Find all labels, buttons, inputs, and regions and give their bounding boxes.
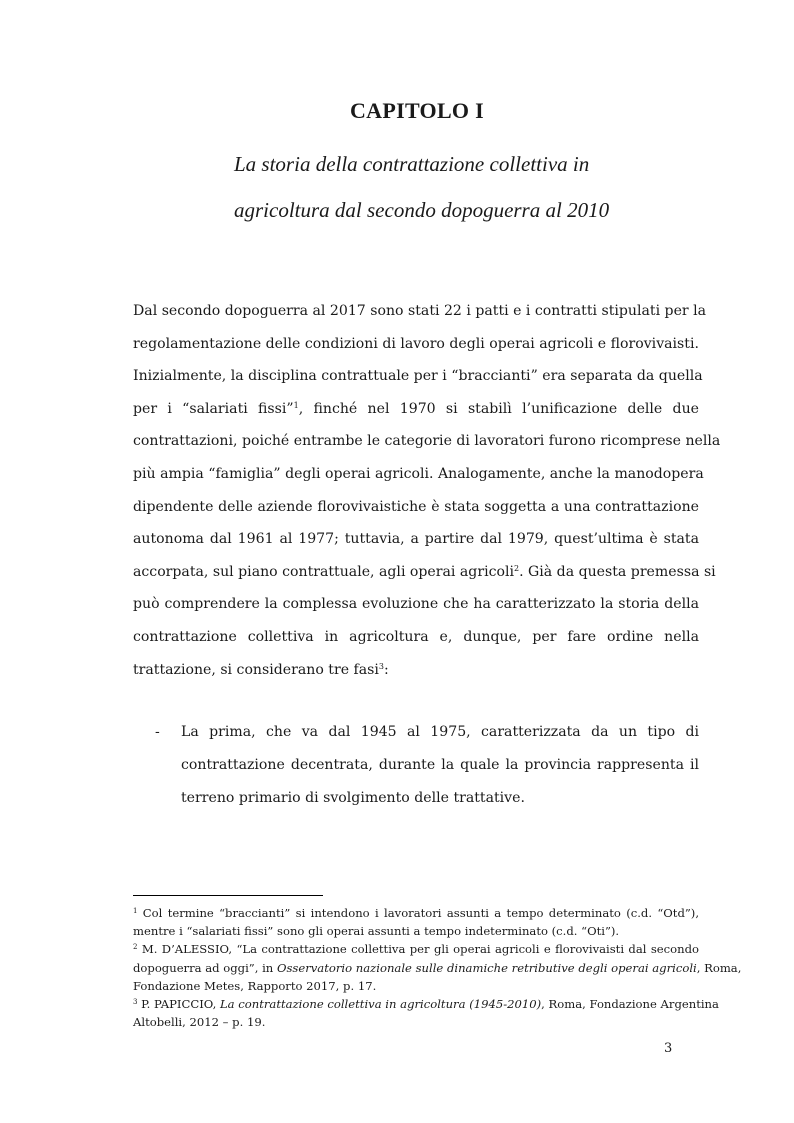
footnote-line: mentre i “salariati fissi” sono gli operai assunti a tempo indeterminato (c.d. “Oti”). bbox=[133, 924, 620, 939]
paragraph-line: Dal secondo dopoguerra al 2017 sono stati 22 i patti e i contratti stipulati per la bbox=[133, 303, 707, 319]
footnote-text: P. PAPICCIO, bbox=[137, 996, 220, 1011]
paragraph-line: contrattazione collettiva in agricoltura e, dunque, per fare ordine nella bbox=[133, 628, 699, 645]
footnote-1 bbox=[133, 904, 699, 940]
paragraph-line-text: , finché nel 1970 si stabilì l’unificazione delle due bbox=[298, 400, 699, 417]
paragraph-line-text: accorpata, sul piano contrattuale, agli operai agricoli bbox=[133, 563, 514, 580]
paragraph-line-text: : bbox=[383, 661, 389, 678]
chapter-heading: CAPITOLO I bbox=[349, 98, 484, 123]
bullet-text bbox=[181, 716, 699, 815]
footnote-text: , Roma, Fondazione Argentina bbox=[541, 996, 719, 1011]
footnote-separator bbox=[133, 895, 323, 896]
paragraph-line-text: . Già da questa premessa si bbox=[519, 563, 716, 580]
footnote-2 bbox=[133, 940, 742, 995]
footnote-italic-title: Osservatorio nazionale sulle dinamiche retributive degli operai agricoli bbox=[276, 960, 697, 975]
footnote-ref: 3 bbox=[378, 661, 384, 671]
bullet-line: La prima, che va dal 1945 al 1975, caratterizzata da un tipo di bbox=[181, 724, 699, 740]
bullet-line: contrattazione decentrata, durante la quale la provincia rappresenta il bbox=[181, 757, 699, 773]
footnote-line: Fondazione Metes, Rapporto 2017, p. 17. bbox=[133, 978, 377, 993]
footnote-text: dopoguerra ad oggi”, in bbox=[133, 960, 277, 975]
footnote-line bbox=[133, 959, 742, 977]
chapter-subtitle-line-2: agricoltura dal secondo dopoguerra al 2010 bbox=[234, 198, 610, 222]
paragraph-line bbox=[133, 654, 699, 687]
paragraph-line: contrattazioni, poiché entrambe le categorie di lavoratori furono ricomprese nella bbox=[133, 433, 721, 450]
paragraph-line: può comprendere la complessa evoluzione che ha caratterizzato la storia della bbox=[133, 596, 699, 613]
footnote-line bbox=[133, 995, 719, 1013]
footnote-ref: 1 bbox=[293, 400, 299, 410]
body-paragraph bbox=[133, 295, 721, 686]
paragraph-line: regolamentazione delle condizioni di lavoro degli operai agricoli e florovivaisti. bbox=[133, 335, 699, 352]
chapter-subtitle-line-1: La storia della contrattazione collettiva in bbox=[234, 152, 590, 176]
footnote-text: M. D’ALESSIO, “La contrattazione collettiva per gli operai agricoli e florovivaisti dal secondo bbox=[137, 942, 699, 957]
footnote-ref: 2 bbox=[513, 563, 520, 573]
footnote-3 bbox=[133, 995, 719, 1031]
paragraph-line: Inizialmente, la disciplina contrattuale per i “braccianti” era separata da quella bbox=[133, 368, 703, 385]
footnote-line bbox=[133, 904, 699, 922]
bullet-marker: - bbox=[155, 724, 160, 740]
paragraph-line bbox=[133, 393, 699, 426]
footnotes bbox=[133, 904, 742, 1031]
footnote-number: 1 bbox=[133, 907, 138, 915]
footnote-number: 3 bbox=[133, 997, 138, 1006]
paragraph-line-text: trattazione, si considerano tre fasi bbox=[133, 661, 379, 678]
footnote-line: Altobelli, 2012 – p. 19. bbox=[133, 1015, 266, 1030]
footnote-italic-title: La contrattazione collettiva in agricoltura (1945-2010) bbox=[219, 996, 542, 1011]
paragraph-line bbox=[133, 556, 716, 589]
footnote-text: , Roma, bbox=[696, 960, 742, 975]
bullet-line: terreno primario di svolgimento delle trattative. bbox=[181, 790, 525, 806]
footnote-text: Col termine “braccianti” si intendono i lavoratori assunti a tempo determinato (c.d. “Otd”), bbox=[137, 906, 699, 920]
page-number: 3 bbox=[664, 1041, 673, 1056]
footnote-line bbox=[133, 940, 699, 958]
paragraph-line: più ampia “famiglia” degli operai agricoli. Analogamente, anche la manodopera bbox=[133, 465, 704, 482]
paragraph-line: dipendente delle aziende florovivaistiche è stata soggetta a una contrattazione bbox=[133, 498, 699, 515]
footnote-number: 2 bbox=[133, 943, 138, 952]
paragraph-line: autonoma dal 1961 al 1977; tuttavia, a partire dal 1979, quest’ultima è stata bbox=[133, 531, 699, 548]
paragraph-line-text: per i “salariati fissi” bbox=[133, 400, 294, 417]
